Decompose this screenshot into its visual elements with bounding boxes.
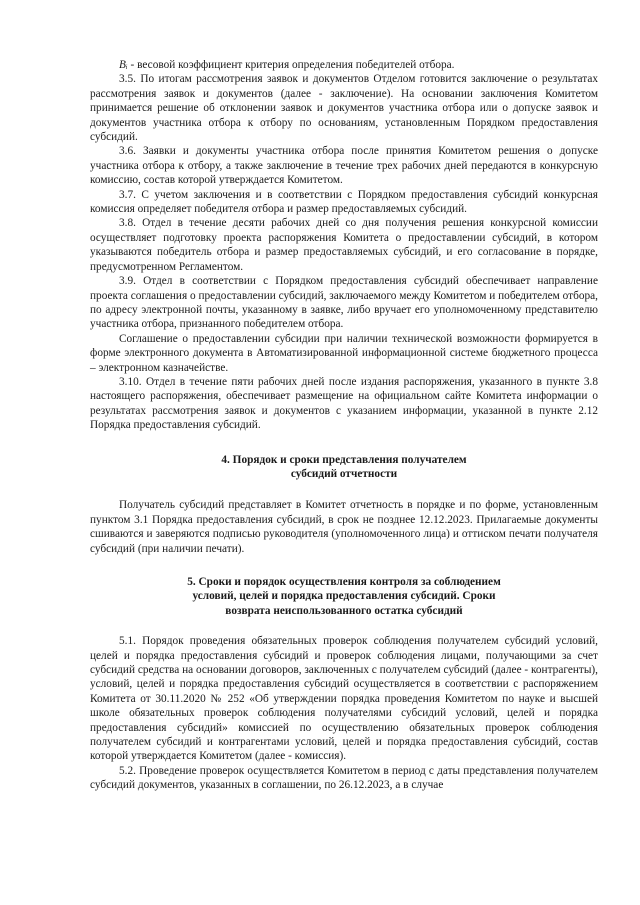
paragraph-5-1: 5.1. Порядок проведения обязательных проверок соблюдения получателем субсидий условий, целей и порядка предоставления субсидий и проверок соблюдения лицами, получающими за счет субсидий средства на основании договоров, заключенных с получателем субсидий (далее - контрагенты), условий, целей и порядка предоставления субсидий осуществляется в соответствии с распоряжением Комитета от 30.11.2020 № 252 «Об утверждении порядка проведения Комитетом по науке и высшей школе обязательных проверок соблюдения получателями субсидий условий, целей и порядка предоставления субсидий» комиссией по осуществлению обязательных проверок соблюдения получателем субсидий и контрагентами условий, целей и порядка предоставления субсидий, состав которой утверждается Комитетом (далее - комиссия).: [90, 635, 598, 763]
weight-variable: Bᵢ: [119, 59, 128, 71]
section-4-heading-line-1: 4. Порядок и сроки представления получателем: [221, 453, 467, 466]
section-5-heading-line-1: 5. Сроки и порядок осуществления контроля за соблюдением: [187, 576, 501, 588]
paragraph-3-6: 3.6. Заявки и документы участника отбора после принятия Комитетом решения о допуске участника отбора к отбору, а также заключение в течение трех рабочих дней передаются в конкурсную комиссию, состав которой утверждается Комитетом.: [90, 145, 598, 187]
paragraph-agreement-electronic: Соглашение о предоставлении субсидии при наличии технической возможности формируется в форме электронного документа в Автоматизированной информационной системе бюджетного процесса – электронном казначействе.: [90, 332, 598, 374]
paragraph-5-2: 5.2. Проведение проверок осуществляется Комитетом в период с даты представления получателем субсидий документов, указанных в соглашении, по 26.12.2023, а в случае: [90, 764, 598, 792]
paragraph-section-4: Получатель субсидий представляет в Комитет отчетность в порядке и по форме, установленным пунктом 3.1 Порядка предоставления субсидий, в срок не позднее 12.12.2023. Прилагаемые документы сшиваются и заверяются подписью руководителя (уполномоченного лица) и оттиском печати получателя субсидий (при наличии печати).: [90, 499, 598, 555]
paragraph-3-8: 3.8. Отдел в течение десяти рабочих дней со дня получения решения конкурсной комиссии осуществляет подготовку проекта распоряжения Комитета о предоставлении субсидий, в котором указываются победитель отбора и размер предоставляемых субсидий, и его согласование в порядке, предусмотренном Регламентом.: [90, 217, 598, 273]
section-5-heading-line-3: возврата неиспользованного остатка субсидий: [225, 604, 463, 617]
section-4-heading-line-2: субсидий отчетности: [290, 467, 398, 480]
section-4-heading: [90, 453, 598, 482]
paragraph-3-5: 3.5. По итогам рассмотрения заявок и документов Отделом готовится заключение о результатах рассмотрения заявок и документов (далее - заключение). На основании заключения Комитетом принимается решение об отклонении заявок и документов участника отбора или о допуске заявок и документов участника отбора к отбору по основаниям, установленным Порядком предоставления субсидий.: [90, 73, 598, 144]
section-5-heading: [90, 575, 598, 618]
paragraph-3-9: 3.9. Отдел в соответствии с Порядком предоставления субсидий обеспечивает направление проекта соглашения о предоставлении субсидий, заключаемого между Комитетом и победителем отбора, по адресу электронной почты, указанному в заявке, либо вручает его уполномоченному представителю участника отбора, признанного победителем отбора.: [90, 275, 598, 331]
coefficient-definition: [90, 58, 598, 72]
section-5-heading-line-2: условий, целей и порядка предоставления субсидий. Сроки: [192, 590, 496, 603]
coefficient-definition-text: - весовой коэффициент критерия определения победителей отбора.: [127, 59, 455, 71]
document-page: [90, 58, 598, 793]
paragraph-3-10: 3.10. Отдел в течение пяти рабочих дней после издания распоряжения, указанного в пункте 3.8 настоящего распоряжения, обеспечивает размещение на официальном сайте Комитета информации о результатах рассмотрения заявок и документов с указанием информации, указанной в пункте 2.12 Порядка предоставления субсидий.: [90, 375, 598, 432]
paragraph-3-7: 3.7. С учетом заключения и в соответствии с Порядком предоставления субсидий конкурсная комиссия определяет победителя отбора и размер предоставляемых субсидий.: [90, 188, 598, 216]
